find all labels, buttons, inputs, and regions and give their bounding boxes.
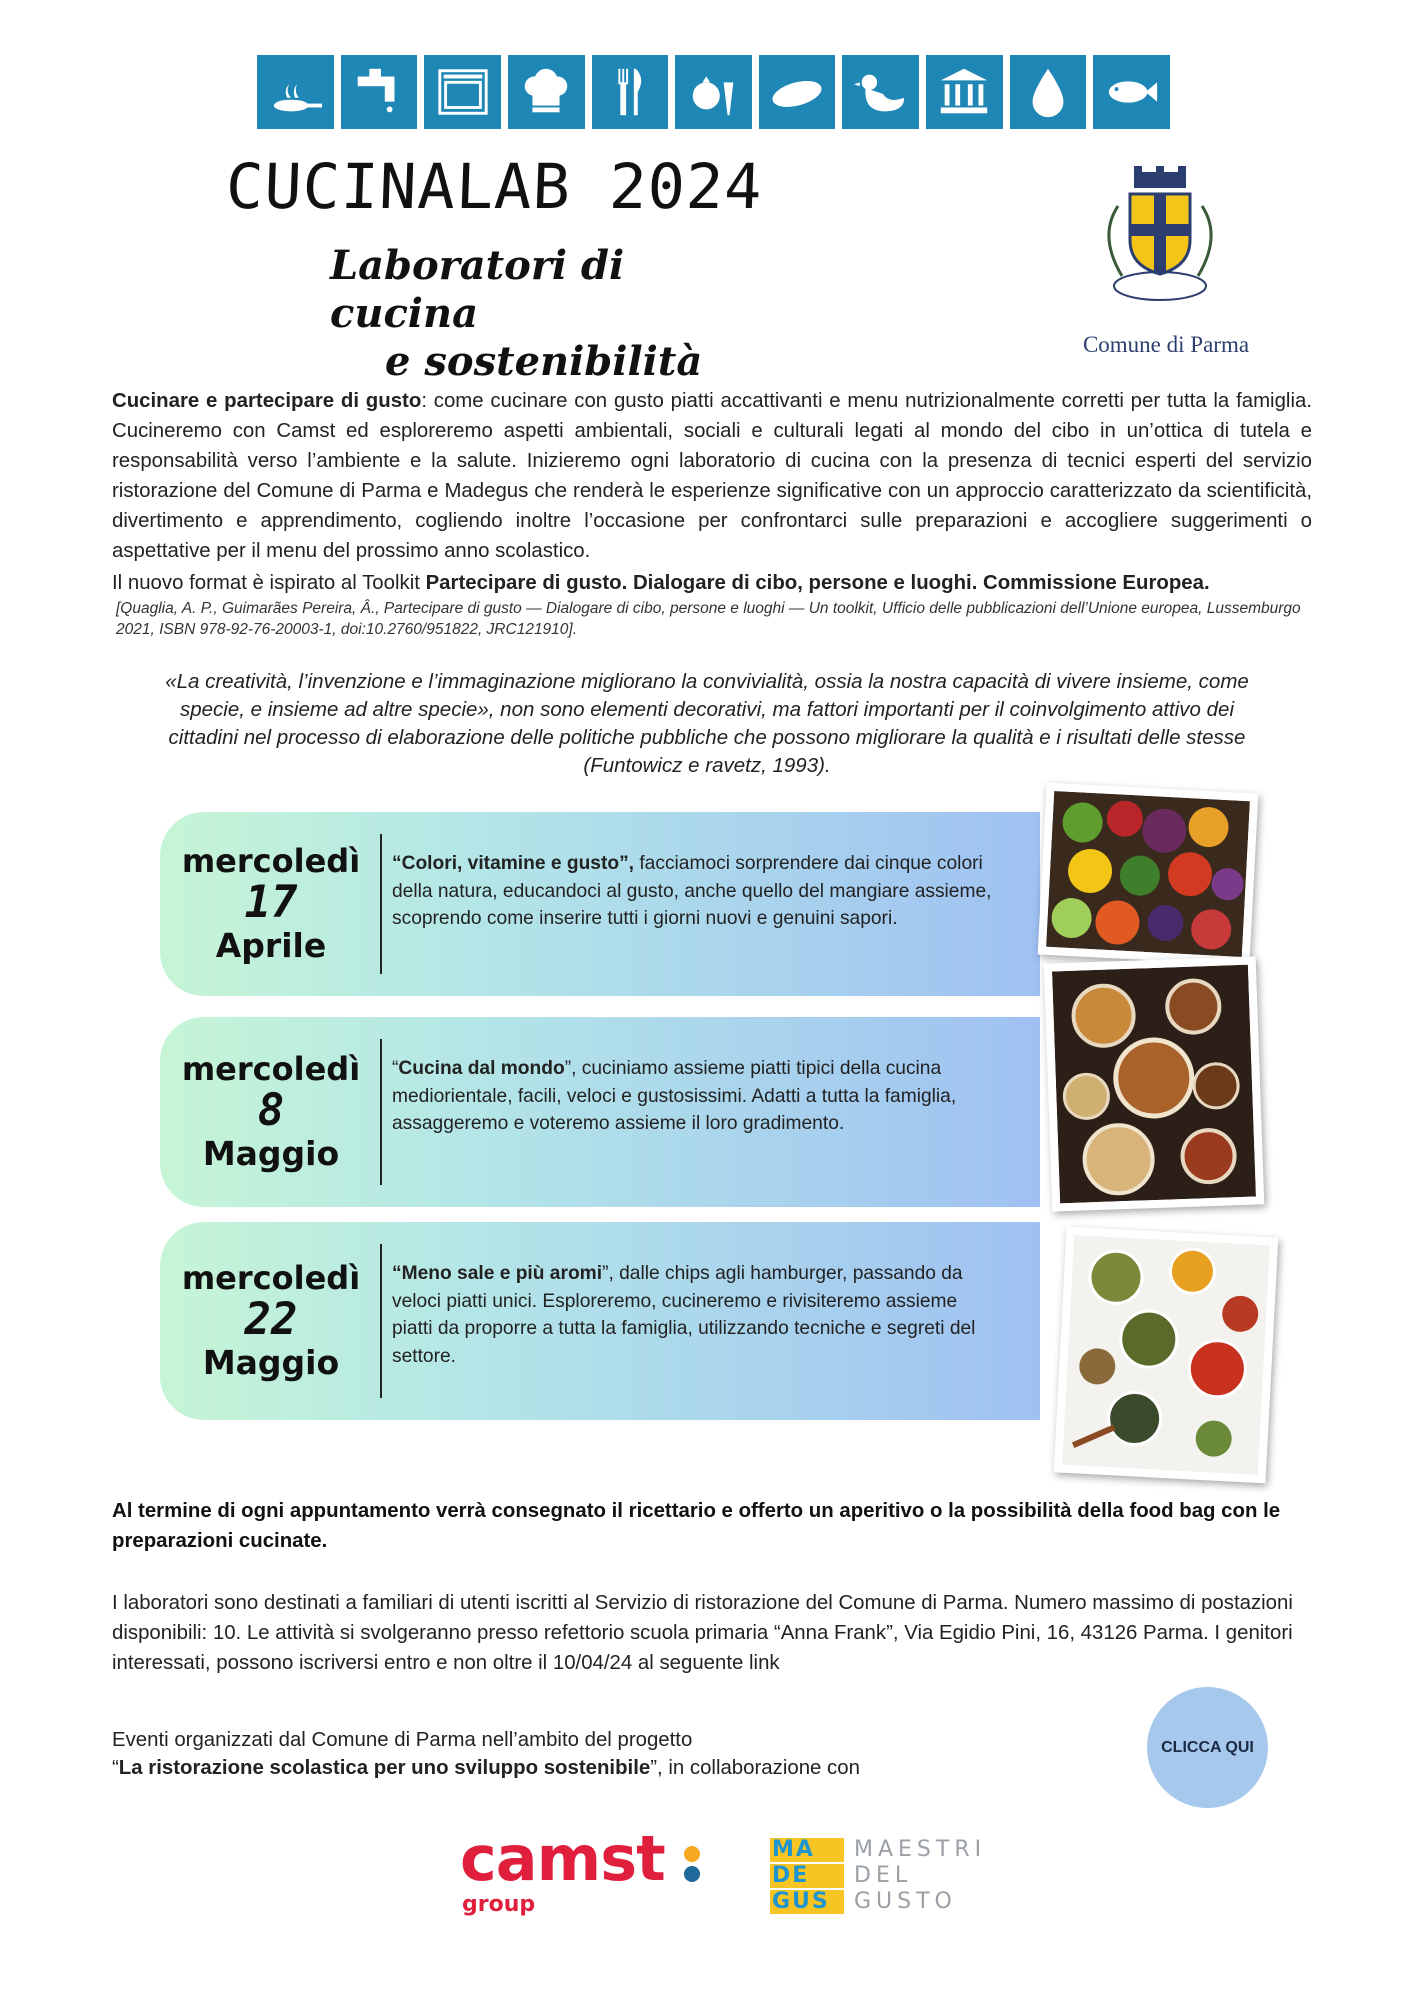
madegus-mark-row: GUS (770, 1890, 844, 1914)
event-card (160, 812, 1040, 996)
world-cuisine-photo (1044, 956, 1265, 1211)
spices-photo (1054, 1227, 1279, 1484)
quote-mark: “ (392, 1058, 399, 1079)
faucet-icon (341, 55, 418, 129)
bread-icon (759, 55, 836, 129)
event-text: ”, cuciniamo assieme piatti tipici della cucina mediorientale, facili, veloci e gustosissimi. Adatti a tutta la famiglia, assaggeremo e voteremo assieme il loro gradimento. (392, 1058, 957, 1134)
vegetables-icon (675, 55, 752, 129)
event-title: “Meno sale e più aromi (392, 1263, 603, 1284)
madegus-name-line: MAESTRI (854, 1837, 987, 1862)
comune-di-parma-wordmark: Comune di Parma (1082, 332, 1250, 357)
intro-paragraph (112, 386, 1312, 566)
quote: «La creatività, l’invenzione e l’immaginazione migliorano la convivialità, ossia la nostra capacità di vivere insieme, come specie, e insieme ad altre specie», non sono elementi decorativi, ma fattori importanti per il coinvolgimento attivo dei cittadini nel processo di elaborazione delle politiche pubbliche che possono migliorare la qualità e i risultati delle stesse (Funtowicz e ravetz, 1993). (165, 670, 1249, 777)
event-card (160, 1222, 1040, 1420)
organizers-line: Eventi organizzati dal Comune di Parma nell’ambito del progetto (112, 1729, 693, 1751)
event-date (160, 812, 382, 996)
duck-icon (842, 55, 919, 129)
madegus-name-line: DEL (854, 1863, 913, 1888)
event-month: Maggio (202, 1134, 340, 1173)
camst-colon-icon (680, 1844, 704, 1884)
camst-group-label: group (462, 1892, 536, 1917)
registration-info: I laboratori sono destinati a familiari di utenti iscritti al Servizio di ristorazione del Comune di Parma. Numero massimo di postazioni disponibili: 10. Le attività si svolgeranno presso refettorio scuola primaria “Anna Frank”, Via Egidio Pini, 16, 43126 Parma. I genitori interessati, possono iscriversi entro e non oltre il 10/04/24 al seguente link (112, 1592, 1293, 1674)
chef-hat-icon (508, 55, 585, 129)
event-title: “Colori, vitamine e gusto”, (392, 853, 635, 874)
event-month: Maggio (202, 1343, 340, 1382)
toolkit-pre: Il nuovo format è ispirato al Toolkit (112, 572, 426, 594)
project-line (112, 1754, 1052, 1782)
event-description (392, 1055, 992, 1138)
citation: [Quaglia, A. P., Guimarães Pereira, Â., Partecipare di gusto — Dialogare di cibo, persone e luoghi — Un toolkit, Ufficio delle pubblicazioni dell’Unione europea, Lussemburgo 2021, ISBN 978-92-76-20003-1, doi:10.2760/951822, JRC121910]. (116, 600, 1301, 638)
organizers-note (112, 1726, 1052, 1782)
madegus-name-line: GUSTO (854, 1889, 957, 1914)
project-tail: ”, in collaborazione con (650, 1757, 860, 1779)
event-description (392, 850, 992, 933)
intro-lead: Cucinare e partecipare di gusto (112, 390, 422, 412)
frying-pan-icon (257, 55, 334, 129)
madegus-mark-row: DE (770, 1864, 844, 1888)
divider (380, 1244, 382, 1398)
subtitle-line-1: Laboratori di cucina (330, 242, 625, 337)
madegus-mark-row: MA (770, 1838, 844, 1862)
water-drop-icon (1010, 55, 1087, 129)
fish-icon (1093, 55, 1170, 129)
event-date (160, 1222, 382, 1420)
event-weekday: mercoledì (181, 842, 361, 880)
icon-strip (257, 55, 1170, 129)
quote-mark: “ (112, 1757, 119, 1779)
event-date (160, 1017, 382, 1207)
page-subtitle (330, 242, 750, 386)
event-day-number: 17 (244, 877, 298, 928)
event-title: Cucina dal mondo (398, 1058, 565, 1079)
divider (380, 834, 382, 974)
subtitle-line-2: e sostenibilità (385, 338, 703, 385)
event-card (160, 1017, 1040, 1207)
intro-body: : come cucinare con gusto piatti accattivanti e menu nutrizionalmente corretti per tutta la famiglia. Cucineremo con Camst ed esploreremo aspetti ambientali, sociali e culturali legati al mondo del cibo in un’ottica di tutela e responsabilità verso l’ambiente e la salute. Inizieremo ogni laboratorio di cucina con la presenza di tecnici esperti del servizio ristorazione del Comune di Parma e Madegus che renderà le esperienze significative con un approccio caratterizzato da scientificità, divertimento e apprendimento, cogliendo inoltre l’occasione per confrontarci sulle preparazioni e accogliere suggerimenti o aspettative per il menu del prossimo anno scolastico. (112, 390, 1312, 562)
event-text: ”, dalle chips agli hamburger, passando da veloci piatti unici. Esploreremo, cucineremo e rivisiteremo assieme piatti da proporre a tutta la famiglia, utilizzando tecniche e segreti del settore. (392, 1263, 976, 1367)
vegetables-photo (1038, 783, 1259, 966)
event-day-number: 22 (244, 1294, 298, 1345)
camst-logo (460, 1822, 710, 1926)
event-weekday: mercoledì (181, 1050, 361, 1088)
camst-wordmark: camst (460, 1822, 665, 1895)
event-weekday: mercoledì (181, 1259, 361, 1297)
closing-note: Al termine di ogni appuntamento verrà consegnato il ricettario e offerto un aperitivo o la possibilità della food bag con le preparazioni cucinate. (112, 1500, 1281, 1552)
toolkit-title: Partecipare di gusto. Dialogare di cibo, persone e luoghi. Commissione Europea. (425, 572, 1210, 594)
event-text: facciamoci sorprendere dai cinque colori della natura, educandoci al gusto, anche quello del mangiare assieme, scoprendo come inserire tutti i giorni nuovi e genuini sapori. (392, 853, 992, 929)
page-title: CUCINALAB 2024 (224, 150, 764, 223)
project-name: La ristorazione scolastica per uno sviluppo sostenibile (118, 1757, 651, 1779)
oven-icon (424, 55, 501, 129)
cutlery-icon (592, 55, 669, 129)
toolkit-line (112, 568, 1312, 598)
clicca-qui-button[interactable]: CLICCA QUI (1147, 1687, 1268, 1808)
event-month: Aprile (215, 926, 327, 965)
divider (380, 1039, 382, 1185)
event-description (392, 1260, 992, 1370)
museum-icon (926, 55, 1003, 129)
madegus-logo (770, 1838, 1010, 1918)
event-day-number: 8 (257, 1085, 285, 1136)
